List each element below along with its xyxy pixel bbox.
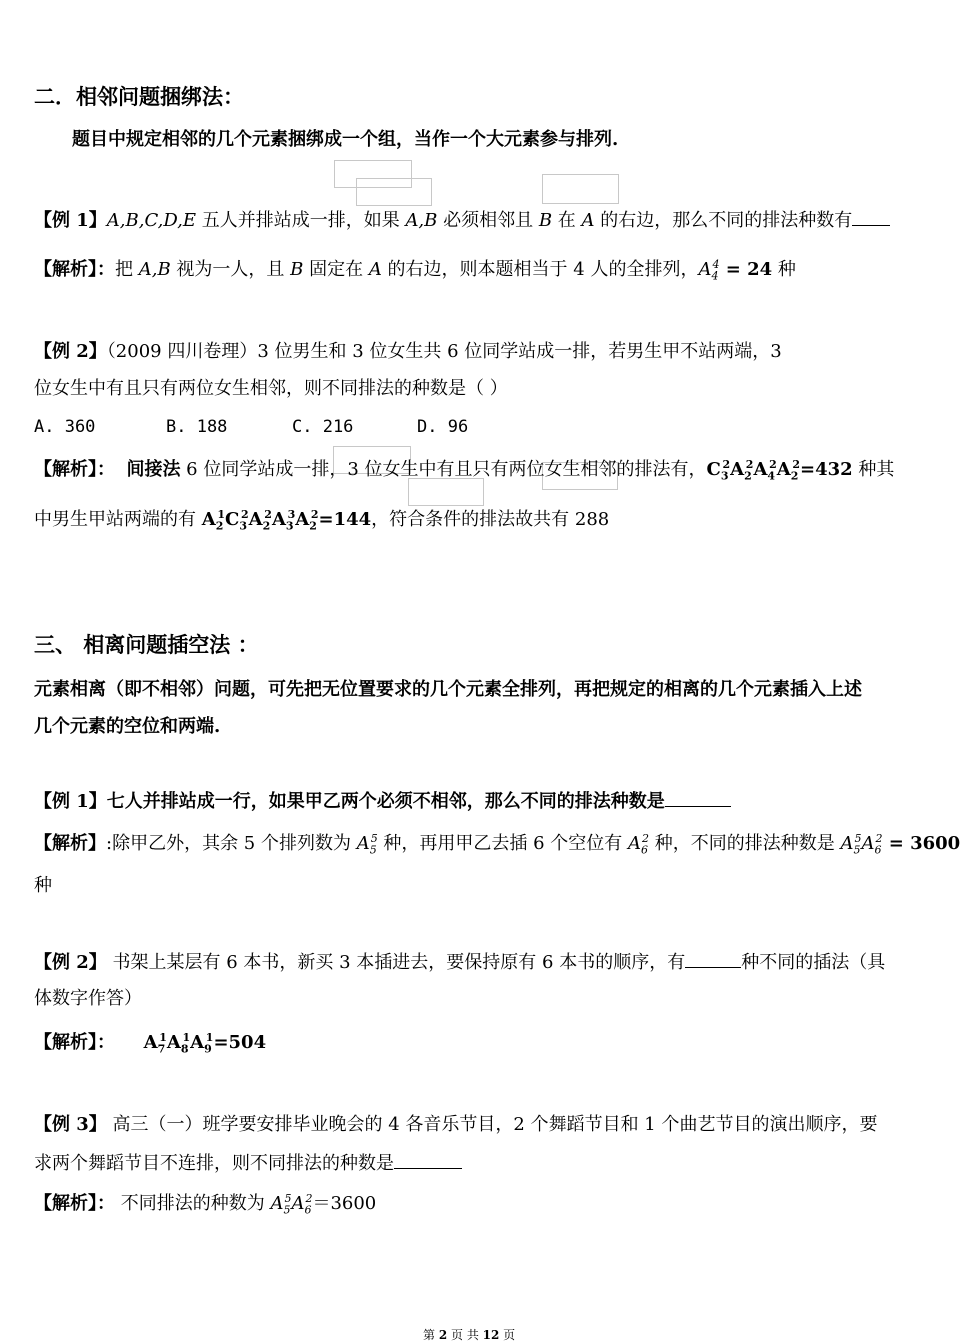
example-3-separate-line2: 求两个舞蹈节目不连排，则不同排法的种数是 <box>34 1152 462 1175</box>
formula: $A_5^5$ <box>356 832 378 857</box>
solution-2-separate: 【解析】： $A_7^1A_8^1A_9^1=504$ <box>34 1031 267 1056</box>
example-2-separate: 【例 2】 书架上某层有 6 本书，新买 3 本插进去，要保持原有 6 本书的顺序，有 种不同的插法（具 <box>34 952 886 973</box>
solution-2-adjacent: 【解析】： 间接法 6 位同学站成一排，3 位女生中有且只有两位女生相邻的排法有，$C_3^2A_2^2A_4^2A_2^2=432$ 种其 <box>34 458 895 483</box>
example-tag: 【例 1】 <box>34 210 107 231</box>
choice-d: D. 96 <box>417 417 469 437</box>
section-title-separate: 三、 相离问题插空法 ： <box>34 633 259 657</box>
example-2-separate-line2: 体数字作答） <box>34 988 142 1009</box>
section-title-adjacent: 二．相邻问题捆绑法： <box>34 85 244 109</box>
empty-box <box>542 174 619 204</box>
solution-3-separate: 【解析】： 不同排法的种数为 $A_5^5A_6^2=3600$ <box>34 1192 377 1217</box>
example-3-separate: 【例 3】 高三（一）班学要安排毕业晚会的 4 各音乐节目，2 个舞蹈节目和 1 个曲艺节目的演出顺序，要 <box>34 1114 878 1135</box>
formula: $A_5^5A_6^2$ <box>270 1192 313 1217</box>
example-1-adjacent: 【例 1】A,B,C,D,E 五人并排站成一排，如果 A,B 必须相邻且 B 在 A 的右边，那么不同的排法种数有 <box>34 209 890 232</box>
solution-2-adjacent-line2: 中男生甲站两端的有 $A_2^1C_3^2A_2^2A_3^3A_2^2=144$，符合条件的排法故共有 288 <box>34 508 610 533</box>
solution-1-separate: 【解析】:除甲乙外，其余 5 个排列数为 $A_5^5$ 种，再用甲乙去插 6 个空位有 $A_6^2$ 种，不同的排法种数是 $A_5^5A_6^2 = 3600$ <box>34 832 960 857</box>
example-1-separate: 【例 1】七人并排站成一行，如果甲乙两个必须不相邻，那么不同的排法种数是 <box>34 790 731 813</box>
empty-box <box>356 178 432 206</box>
example-2-adjacent-line2: 位女生中有且只有两位女生相邻，则不同排法的种数是（ ） <box>34 378 508 399</box>
formula: $A_2^1C_3^2A_2^2A_3^3A_2^2$ <box>201 508 319 533</box>
answer-blank <box>685 951 741 968</box>
example-2-adjacent: 【例 2】（2009 四川卷理）3 位男生和 3 位女生共 6 位同学站成一排，若男生甲不站两端，3 <box>34 341 782 362</box>
section-intro-separate: 元素相离（即不相邻）问题，可先把无位置要求的几个元素全排列，再把规定的相离的几个元素插入上述 <box>34 679 862 700</box>
answer-blank <box>852 209 890 226</box>
section-intro-adjacent: 题目中规定相邻的几个元素捆绑成一个组，当作一个大元素参与排列. <box>72 129 619 150</box>
page-footer: 第 2 页 共 12 页 <box>423 1328 516 1342</box>
choice-b: B. 188 <box>166 417 228 437</box>
solution-1-adjacent: 【解析】：把 A,B 视为一人，且 B 固定在 A 的右边，则本题相当于 4 人的全排列，$A_4^4 = 24$ 种 <box>34 258 796 283</box>
formula: $C_3^2A_2^2A_4^2A_2^2$ <box>706 458 801 483</box>
formula: $A_5^5A_6^2$ <box>840 832 883 857</box>
choice-c: C. 216 <box>292 417 354 437</box>
formula: $A_7^1A_8^1A_9^1$ <box>143 1031 214 1056</box>
formula: $A_6^2$ <box>628 832 650 857</box>
answer-blank <box>665 790 731 807</box>
page-total: 12 <box>482 1328 500 1342</box>
formula: $A_4^4$ <box>698 258 720 283</box>
page-number: 2 <box>438 1328 448 1342</box>
solution-1-separate-line2: 种 <box>34 875 52 896</box>
choice-a: A. 360 <box>34 417 96 437</box>
section-intro-separate-line2: 几个元素的空位和两端. <box>34 716 221 737</box>
answer-blank <box>394 1152 462 1169</box>
